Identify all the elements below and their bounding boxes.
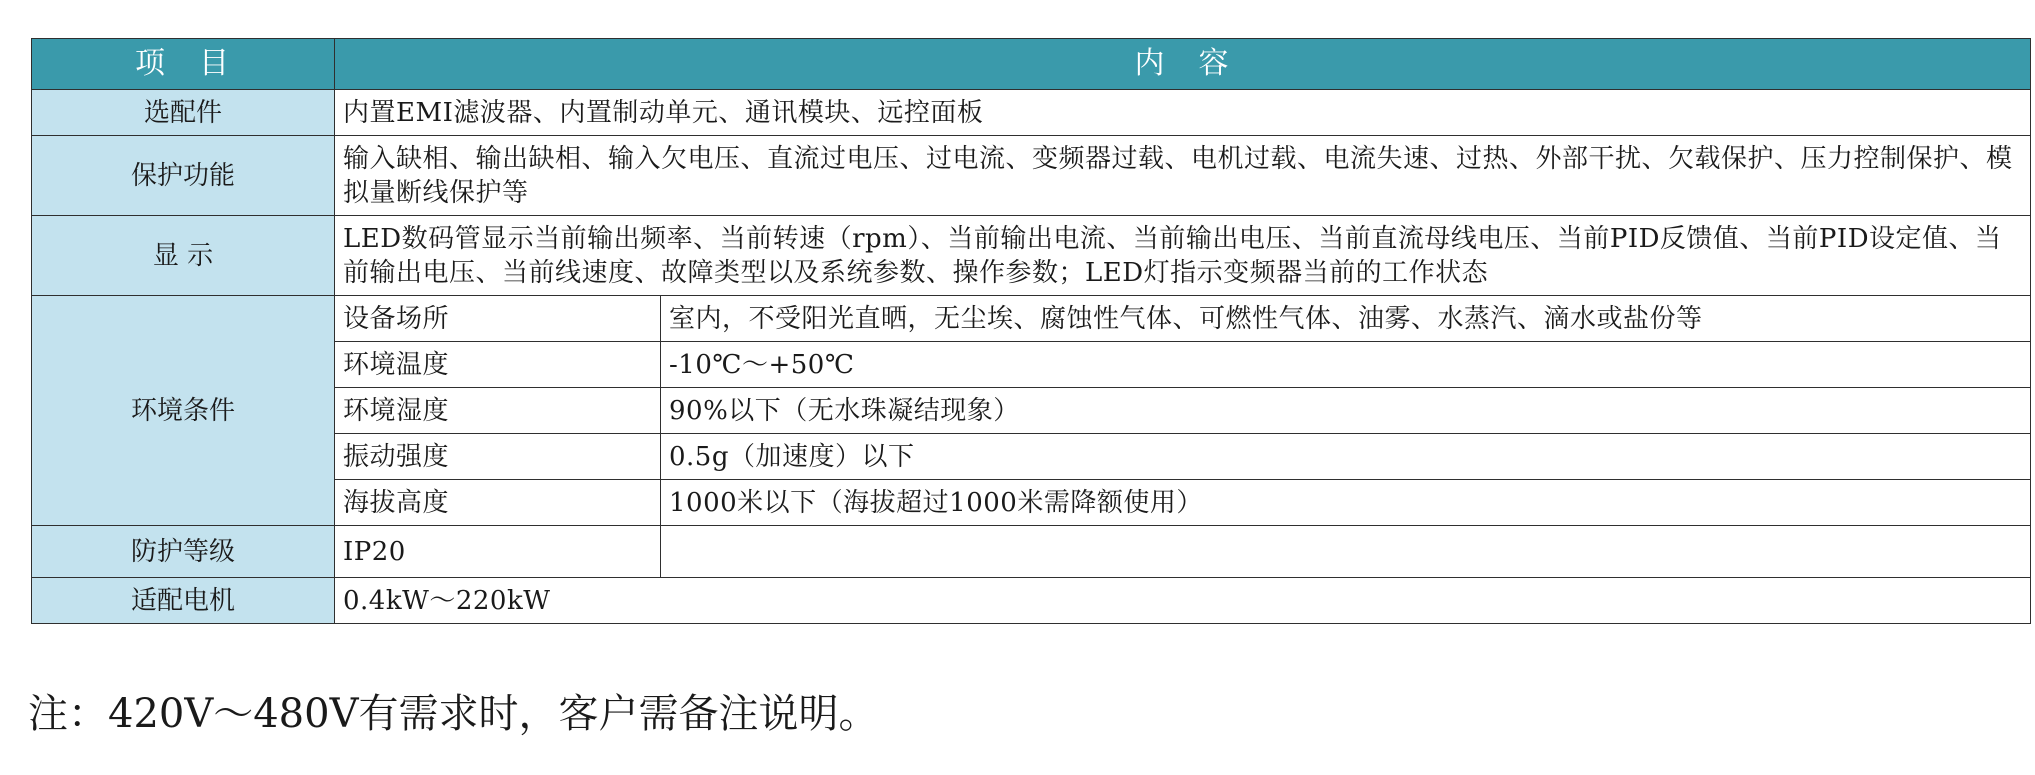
env-item-name: 环境温度	[335, 342, 661, 388]
header-item: 项 目	[32, 39, 335, 90]
footnote: 注：420V～480V有需求时，客户需备注说明。	[28, 691, 879, 737]
header-content: 内 容	[335, 39, 2031, 90]
table-row	[32, 216, 2031, 296]
row-value-display: LED数码管显示当前输出频率、当前转速（rpm）、当前输出电流、当前输出电压、当前直流母线电压、当前PID反馈值、当前PID设定值、当前输出电压、当前线速度、故障类型以及系统参数、操作参数；LED灯指示变频器当前的工作状态	[335, 216, 2031, 296]
row-value-ip-rating: IP20	[335, 526, 661, 578]
env-item-name: 设备场所	[335, 296, 661, 342]
env-item-value: -10℃～+50℃	[661, 342, 2031, 388]
spec-table	[31, 38, 2031, 624]
table-header-row	[32, 39, 2031, 90]
env-item-name: 环境湿度	[335, 388, 661, 434]
env-item-value: 0.5g（加速度）以下	[661, 434, 2031, 480]
env-item-value: 1000米以下（海拔超过1000米需降额使用）	[661, 480, 2031, 526]
row-label-ip-rating: 防护等级	[32, 526, 335, 578]
row-value-protection: 输入缺相、输出缺相、输入欠电压、直流过电压、过电流、变频器过载、电机过载、电流失速、过热、外部干扰、欠载保护、压力控制保护、模拟量断线保护等	[335, 136, 2031, 216]
row-label-protection: 保护功能	[32, 136, 335, 216]
row-label-display: 显 示	[32, 216, 335, 296]
table-row	[32, 90, 2031, 136]
env-item-value: 90%以下（无水珠凝结现象）	[661, 388, 2031, 434]
row-label-options: 选配件	[32, 90, 335, 136]
env-item-name: 振动强度	[335, 434, 661, 480]
table-row	[32, 136, 2031, 216]
env-item-name: 海拔高度	[335, 480, 661, 526]
row-extra-ip-rating	[661, 526, 2031, 578]
row-label-motor: 适配电机	[32, 578, 335, 624]
table-row	[32, 578, 2031, 624]
table-row	[32, 526, 2031, 578]
row-value-options: 内置EMI滤波器、内置制动单元、通讯模块、远控面板	[335, 90, 2031, 136]
env-item-value: 室内，不受阳光直晒，无尘埃、腐蚀性气体、可燃性气体、油雾、水蒸汽、滴水或盐份等	[661, 296, 2031, 342]
row-label-environment: 环境条件	[32, 296, 335, 526]
table-row	[32, 296, 2031, 342]
row-value-motor: 0.4kW～220kW	[335, 578, 2031, 624]
